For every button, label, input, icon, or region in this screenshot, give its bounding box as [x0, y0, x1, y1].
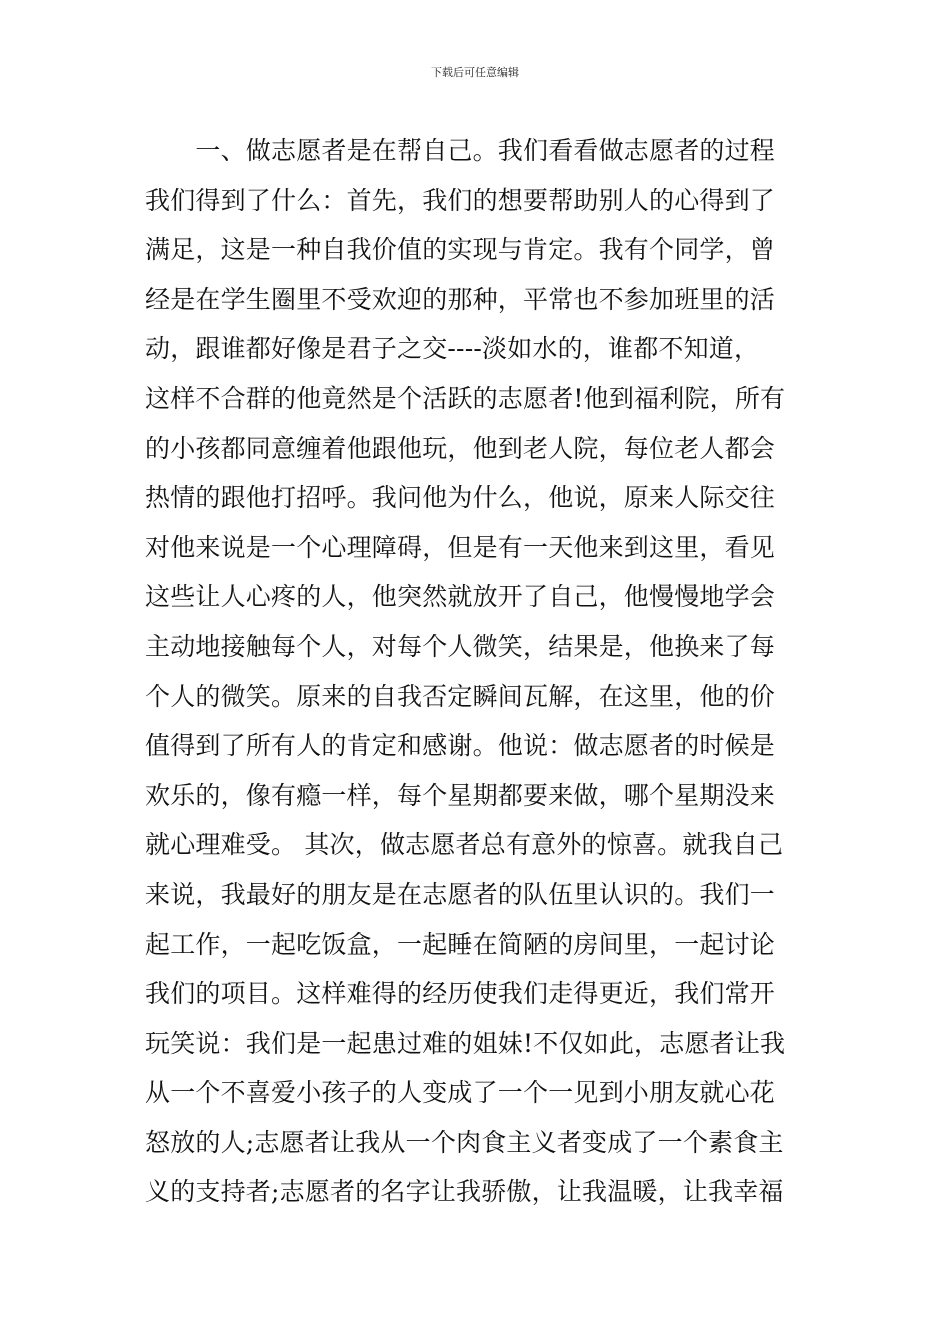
text-line: 值得到了所有人的肯定和感谢。他说：做志愿者的时候是 [145, 731, 776, 761]
text-line: 动，跟谁都好像是君子之交----淡如水的，谁都不知道， [145, 334, 760, 364]
text-line: 义的支持者;志愿者的名字让我骄傲，让我温暖，让我幸福 [145, 1177, 784, 1207]
article-body [145, 126, 815, 1217]
text-line: 就心理难受。 其次，做志愿者总有意外的惊喜。就我自己 [145, 830, 784, 860]
text-line: 热情的跟他打招呼。我问他为什么，他说，原来人际交往 [145, 483, 776, 513]
text-line: 欢乐的，像有瘾一样，每个星期都要来做，哪个星期没来 [145, 780, 776, 810]
text-line: 怒放的人;志愿者让我从一个肉食主义者变成了一个素食主 [145, 1127, 784, 1157]
text-line: 一、做志愿者是在帮自己。我们看看做志愿者的过程 [145, 136, 776, 165]
page-header-note: 下载后可任意编辑 [431, 66, 519, 79]
text-line: 从一个不喜爱小孩子的人变成了一个一见到小朋友就心花 [145, 1078, 776, 1108]
text-line: 的小孩都同意缠着他跟他玩，他到老人院，每位老人都会 [145, 433, 776, 463]
text-line: 这样不合群的他竟然是个活跃的志愿者!他到福利院，所有 [145, 383, 786, 413]
text-line: 这些让人心疼的人，他突然就放开了自己，他慢慢地学会 [145, 582, 776, 612]
text-line: 我们的项目。这样难得的经历使我们走得更近，我们常开 [145, 979, 776, 1009]
text-line: 经是在学生圈里不受欢迎的那种，平常也不参加班里的活 [145, 284, 776, 314]
text-line: 个人的微笑。原来的自我否定瞬间瓦解，在这里，他的价 [145, 681, 776, 711]
text-line: 主动地接触每个人，对每个人微笑，结果是，他换来了每 [145, 631, 776, 661]
text-line: 我们得到了什么：首先，我们的想要帮助别人的心得到了 [145, 185, 776, 215]
text-line: 起工作，一起吃饭盒，一起睡在简陋的房间里，一起讨论 [145, 929, 776, 959]
text-line: 对他来说是一个心理障碍，但是有一天他来到这里，看见 [145, 532, 776, 562]
text-line: 玩笑说：我们是一起患过难的姐妹!不仅如此，志愿者让我 [145, 1028, 786, 1058]
text-line: 满足，这是一种自我价值的实现与肯定。我有个同学，曾 [145, 235, 776, 265]
text-line: 来说，我最好的朋友是在志愿者的队伍里认识的。我们一 [145, 879, 776, 909]
